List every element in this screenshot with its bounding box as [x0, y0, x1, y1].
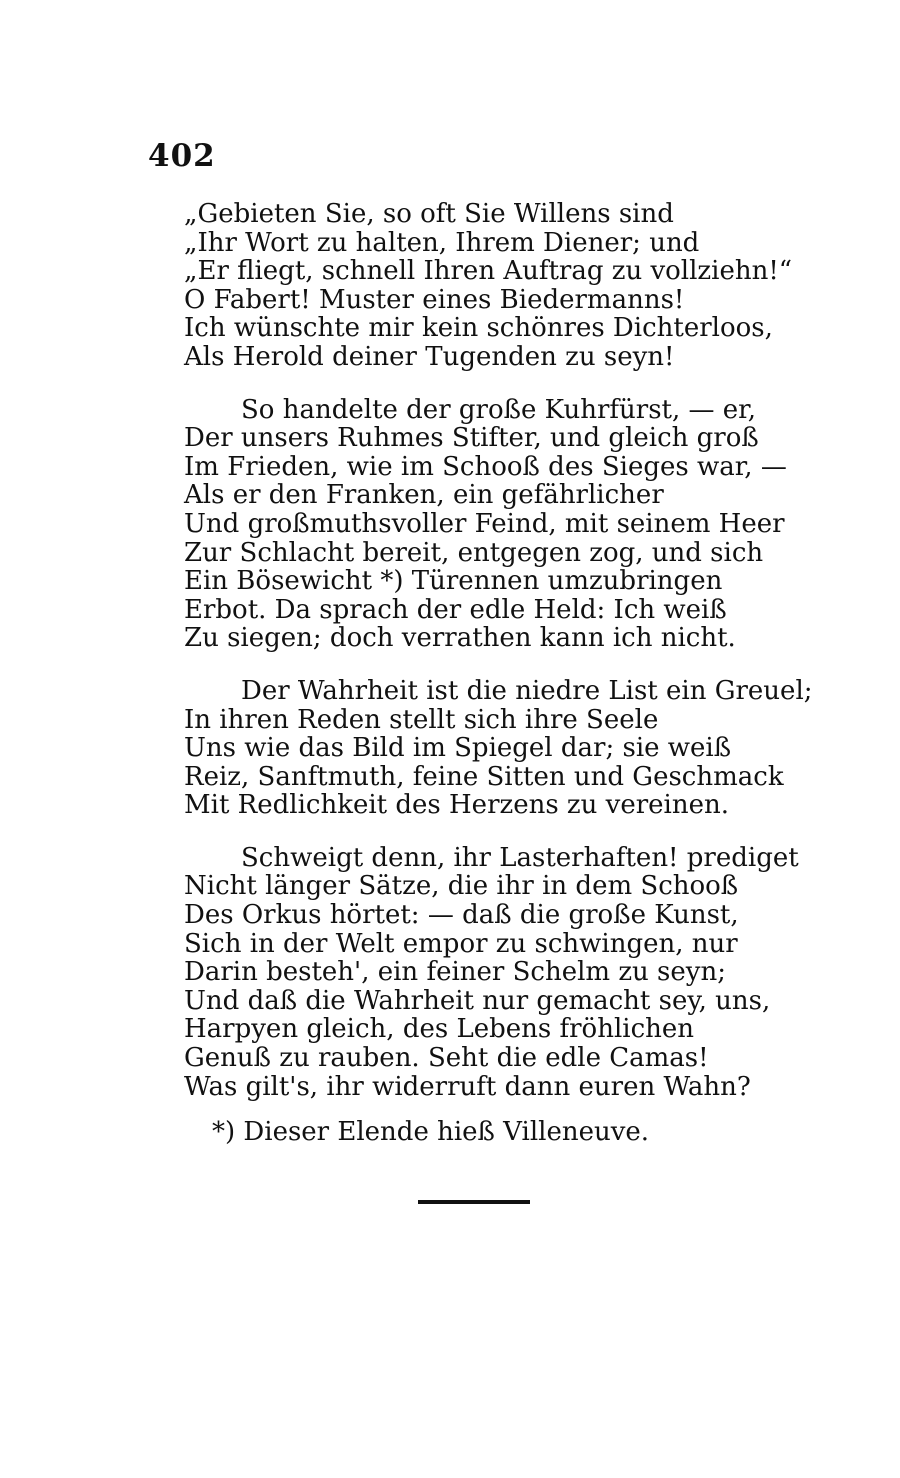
verse-line: Und großmuthsvoller Feind, mit seinem Heer	[184, 508, 785, 539]
page-number: 402	[148, 138, 216, 174]
verse-line: Und daß die Wahrheit nur gemacht sey, uns,	[184, 985, 771, 1016]
verse-line: Ich wünschte mir kein schönres Dichterloos,	[184, 313, 773, 344]
verse-line: Der unsers Ruhmes Stifter, und gleich groß	[184, 423, 759, 454]
verse-line: Im Frieden, wie im Schooß des Sieges war, —	[184, 451, 787, 482]
verse-line: So handelte der große Kuhrfürst, — er,	[241, 394, 757, 425]
stanza-2	[184, 394, 787, 654]
verse-line: „Gebieten Sie, so oft Sie Willens sind	[184, 199, 674, 229]
verse-line: Harpyen gleich, des Lebens fröhlichen	[184, 1014, 695, 1045]
verse-line: O Fabert! Muster eines Biedermanns!	[184, 284, 685, 315]
verse-line: Zur Schlacht bereit, entgegen zog, und sich	[184, 537, 764, 568]
stanza-1	[184, 199, 793, 372]
verse-line: Schweigt denn, ihr Lasterhaften! prediget	[241, 842, 799, 873]
verse-line: Mit Redlichkeit des Herzens zu vereinen.	[184, 790, 729, 821]
verse-line: In ihren Reden stellt sich ihre Seele	[184, 704, 659, 735]
poem-text	[184, 199, 813, 1125]
verse-line: Sich in der Welt empor zu schwingen, nur	[184, 928, 738, 959]
stanza-4	[184, 842, 799, 1102]
verse-line: Reiz, Sanftmuth, feine Sitten und Geschmack	[184, 761, 784, 792]
verse-line: Als Herold deiner Tugenden zu seyn!	[184, 341, 675, 372]
verse-line: Was gilt's, ihr widerruft dann euren Wahn?	[184, 1071, 751, 1102]
footnote: *) Dieser Elende hieß Villeneuve.	[212, 1117, 650, 1147]
verse-line: „Ihr Wort zu halten, Ihrem Diener; und	[184, 227, 700, 258]
stanza-3	[184, 675, 813, 821]
verse-line: Darin besteh', ein feiner Schelm zu seyn;	[184, 957, 726, 988]
verse-line: Als er den Franken, ein gefährlicher	[184, 480, 664, 511]
verse-line: „Er fliegt, schnell Ihren Auftrag zu vollziehn!“	[184, 256, 793, 287]
verse-line: Zu siegen; doch verrathen kann ich nicht.	[184, 623, 736, 654]
verse-line: Erbot. Da sprach der edle Held: Ich weiß	[184, 594, 727, 625]
verse-line: Der Wahrheit ist die niedre List ein Greuel;	[241, 675, 813, 706]
verse-line: Des Orkus hörtet: — daß die große Kunst,	[184, 900, 739, 931]
verse-line: Ein Bösewicht *) Türennen umzubringen	[184, 566, 723, 597]
verse-line: Uns wie das Bild im Spiegel dar; sie weiß	[184, 733, 732, 764]
verse-line: Nicht länger Sätze, die ihr in dem Schooß	[184, 871, 739, 902]
verse-line: Genuß zu rauben. Seht die edle Camas!	[184, 1043, 709, 1074]
end-rule	[418, 1200, 530, 1204]
